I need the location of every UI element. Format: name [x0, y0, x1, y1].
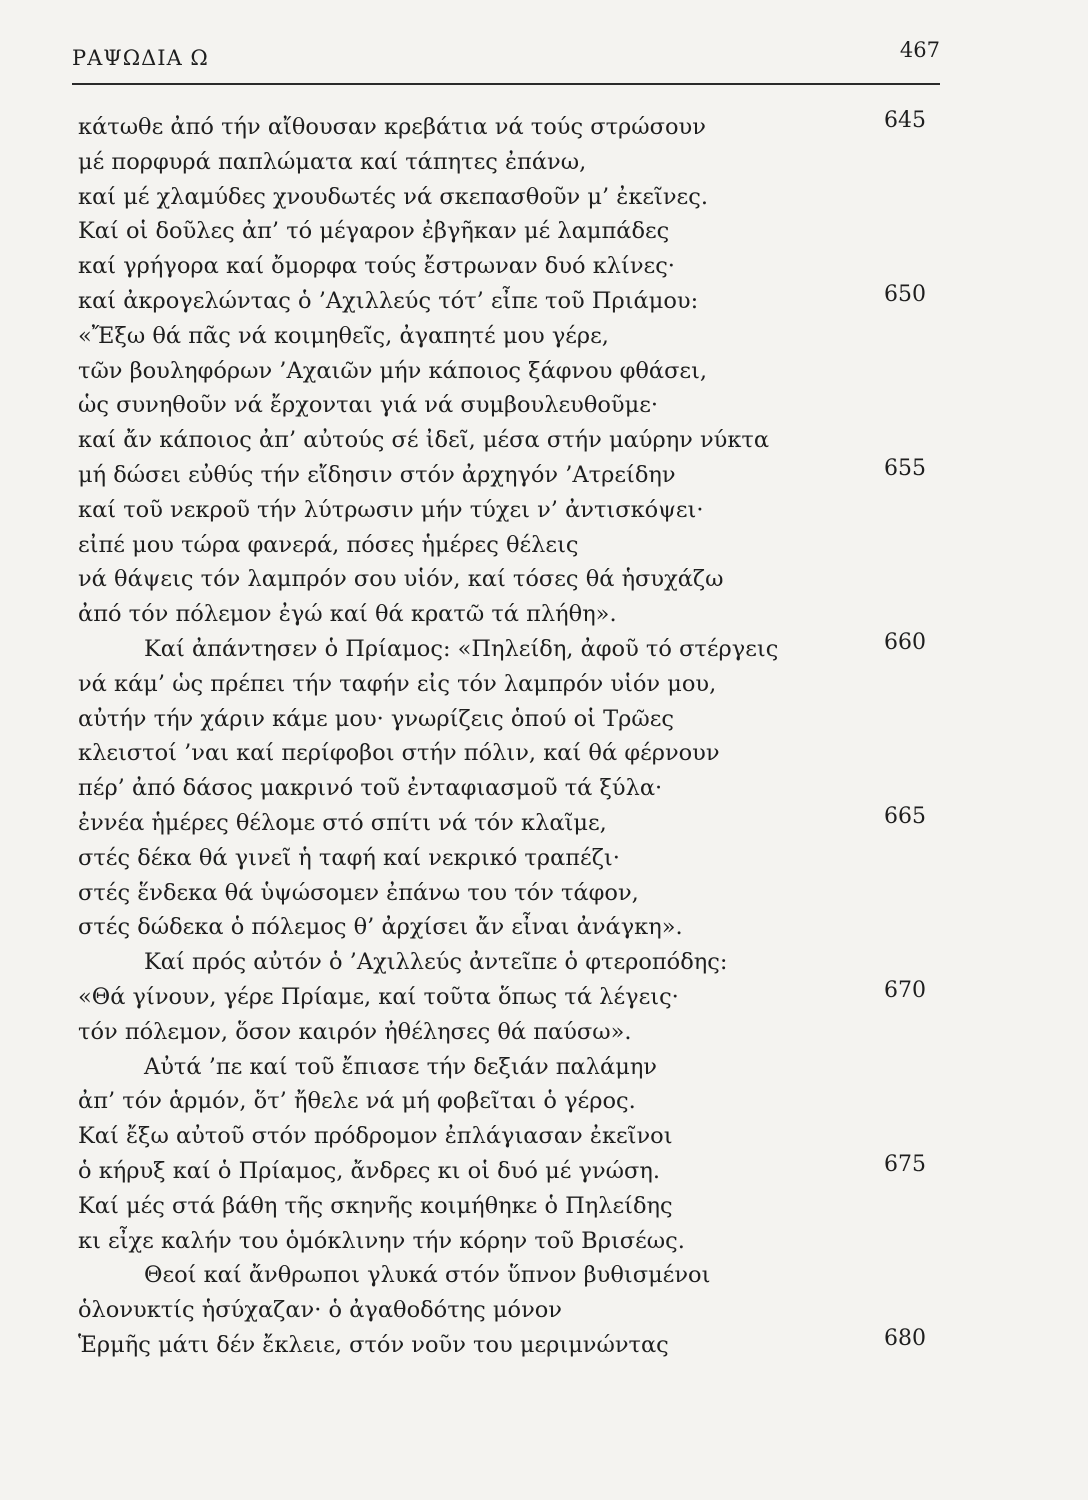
- line-number: 670: [884, 977, 926, 1003]
- line-number: 655: [884, 455, 926, 481]
- verse-line: [78, 1119, 948, 1154]
- verse-text: νά κάμ’ ὡς πρέπει τήν ταφήν εἰς τόν λαμπρόν υἱόν μου,: [78, 670, 717, 697]
- verse-line: [78, 180, 948, 215]
- line-number: 665: [884, 803, 926, 829]
- verse-text: ὁλονυκτίς ἡσύχαζαν· ὁ ἀγαθοδότης μόνον: [78, 1297, 562, 1324]
- verse-line: [78, 528, 948, 563]
- line-number: 645: [884, 108, 926, 133]
- verse-text: ὡς συνηθοῦν νά ἔρχονται γιά νά συμβουλευθοῦμε·: [78, 392, 659, 419]
- verse-text: καί τοῦ νεκροῦ τήν λύτρωσιν μήν τύχει ν’ ἀντισκόψει·: [78, 496, 704, 523]
- verse-text: ὁ κήρυξ καί ὁ Πρίαμος, ἄνδρες κι οἱ δυό μέ γνώση.: [78, 1157, 660, 1184]
- verse-line: [78, 771, 948, 806]
- verse-line: [78, 1151, 948, 1189]
- verse-line: [78, 876, 948, 911]
- verse-line: [78, 629, 948, 667]
- line-number: 660: [884, 629, 926, 655]
- verse-line: [78, 1084, 948, 1119]
- verse-text: Καί ἔξω αὐτοῦ στόν πρόδρομον ἐπλάγιασαν ἐκεῖνοι: [78, 1123, 673, 1150]
- verse-line: [78, 977, 948, 1015]
- verse-line: [78, 1293, 948, 1328]
- verse-line: [78, 455, 948, 493]
- verse-text: μή δώσει εὐθύς τήν εἴδησιν στόν ἀρχηγόν ’Ατρείδην: [78, 461, 676, 488]
- verse-text: καί ἀκρογελώντας ὁ ’Αχιλλεύς τότ’ εἶπε τοῦ Πριάμου:: [78, 287, 699, 314]
- verse-text: ἐννέα ἡμέρες θέλομε στό σπίτι νά τόν κλαῖμε,: [78, 809, 607, 836]
- verse-text: «Θά γίνουν, γέρε Πρίαμε, καί τοῦτα ὅπως τά λέγεις·: [78, 983, 679, 1010]
- verse-line: [78, 667, 948, 702]
- running-head: ΡΑΨΩΔΙΑ Ω: [72, 46, 209, 70]
- verse-text: Καί ἀπάντησεν ὁ Πρίαμος: «Πηλείδη, ἀφοῦ τό στέργεις: [144, 635, 779, 662]
- verse-text: κι εἶχε καλήν του ὁμόκλινην τήν κόρην τοῦ Βρισέως.: [78, 1227, 685, 1254]
- verse-text: κάτωθε ἀπό τήν αἴθουσαν κρεβάτια νά τούς στρώσουν: [78, 114, 706, 140]
- verse-line: [78, 1189, 948, 1224]
- verse-text: στές ἕνδεκα θά ὑψώσομεν ἐπάνω του τόν τάφον,: [78, 879, 639, 906]
- verse-text: αὐτήν τήν χάριν κάμε μου· γνωρίζεις ὁπού οἱ Τρῶες: [78, 705, 674, 732]
- page-header: [72, 38, 940, 78]
- verse-line: [78, 736, 948, 771]
- line-number: 675: [884, 1151, 926, 1177]
- verse-text: στές δέκα θά γινεῖ ἡ ταφή καί νεκρικό τραπέζι·: [78, 844, 620, 871]
- verse-text: καί γρήγορα καί ὄμορφα τούς ἔστρωναν δυό κλίνες·: [78, 253, 675, 280]
- verse-line: [78, 945, 948, 980]
- verse-text: νά θάψεις τόν λαμπρόν σου υἱόν, καί τόσες θά ἡσυχάζω: [78, 566, 724, 593]
- verse-line: [78, 423, 948, 458]
- verse-line: [78, 841, 948, 876]
- verse-line: [78, 910, 948, 945]
- verse-text: τῶν βουληφόρων ’Αχαιῶν μήν κάποιος ξάφνου φθάσει,: [78, 357, 708, 384]
- verse-line: [78, 214, 948, 249]
- verse-line: [78, 388, 948, 423]
- verse-text: Θεοί καί ἄνθρωποι γλυκά στόν ὕπνον βυθισμένοι: [144, 1262, 711, 1289]
- verse-line: [78, 562, 948, 597]
- line-number: 650: [884, 281, 926, 307]
- verse-lines: [78, 110, 948, 1363]
- verse-text: Ἑρμῆς μάτι δέν ἔκλειε, στόν νοῦν του μεριμνώντας: [78, 1331, 669, 1358]
- verse-text: Αὐτά ’πε καί τοῦ ἔπιασε τήν δεξιάν παλάμην: [144, 1053, 657, 1080]
- verse-text: «Ἔξω θά πᾶς νά κοιμηθεῖς, ἀγαπητέ μου γέρε,: [78, 322, 609, 349]
- verse-line: [78, 1224, 948, 1259]
- verse-text: Καί μές στά βάθη τῆς σκηνῆς κοιμήθηκε ὁ Πηλείδης: [78, 1192, 673, 1219]
- verse-line: [78, 1050, 948, 1085]
- verse-text: κλειστοί ’ναι καί περίφοβοι στήν πόλιν, καί θά φέρνουν: [78, 740, 720, 767]
- verse-text: τόν πόλεμον, ὅσον καιρόν ἠθέλησες θά παύσω».: [78, 1018, 632, 1045]
- verse-line: [78, 597, 948, 632]
- verse-line: [78, 1258, 948, 1293]
- verse-text: ἀπό τόν πόλεμον ἐγώ καί θά κρατῶ τά πλήθη».: [78, 601, 617, 628]
- verse-line: [78, 803, 948, 841]
- line-number: 680: [884, 1325, 926, 1351]
- verse-text: Καί οἱ δοῦλες ἀπ’ τό μέγαρον ἐβγῆκαν μέ λαμπάδες: [78, 218, 670, 245]
- page-number: 467: [899, 38, 940, 62]
- verse-text: ἀπ’ τόν ἁρμόν, ὅτ’ ἤθελε νά μή φοβεῖται ὁ γέρος.: [78, 1088, 636, 1115]
- verse-text: πέρ’ ἀπό δάσος μακρινό τοῦ ἐνταφιασμοῦ τά ξύλα·: [78, 775, 663, 802]
- verse-line: [78, 249, 948, 284]
- verse-text: εἰπέ μου τώρα φανερά, πόσες ἡμέρες θέλεις: [78, 531, 579, 558]
- verse-text: καί μέ χλαμύδες χνουδωτές νά σκεπασθοῦν μ’ ἐκεῖνες.: [78, 183, 708, 210]
- verse-line: [78, 1015, 948, 1050]
- verse-text: καί ἄν κάποιος ἀπ’ αὐτούς σέ ἰδεῖ, μέσα στήν μαύρην νύκτα: [78, 427, 770, 454]
- verse-line: [78, 493, 948, 528]
- verse-text: στές δώδεκα ὁ πόλεμος θ’ ἀρχίσει ἄν εἶναι ἀνάγκη».: [78, 914, 683, 941]
- header-rule: [72, 83, 940, 85]
- verse-text: μέ πορφυρά παπλώματα καί τάπητες ἐπάνω,: [78, 148, 587, 175]
- verse-line: [78, 354, 948, 389]
- verse-line: [78, 145, 948, 180]
- verse-line: [78, 110, 948, 145]
- verse-line: [78, 319, 948, 354]
- verse-line: [78, 281, 948, 319]
- verse-line: [78, 702, 948, 737]
- verse-line: [78, 1325, 948, 1363]
- verse-text: Καί πρός αὐτόν ὁ ’Αχιλλεύς ἀντεῖπε ὁ φτεροπόδης:: [144, 949, 728, 976]
